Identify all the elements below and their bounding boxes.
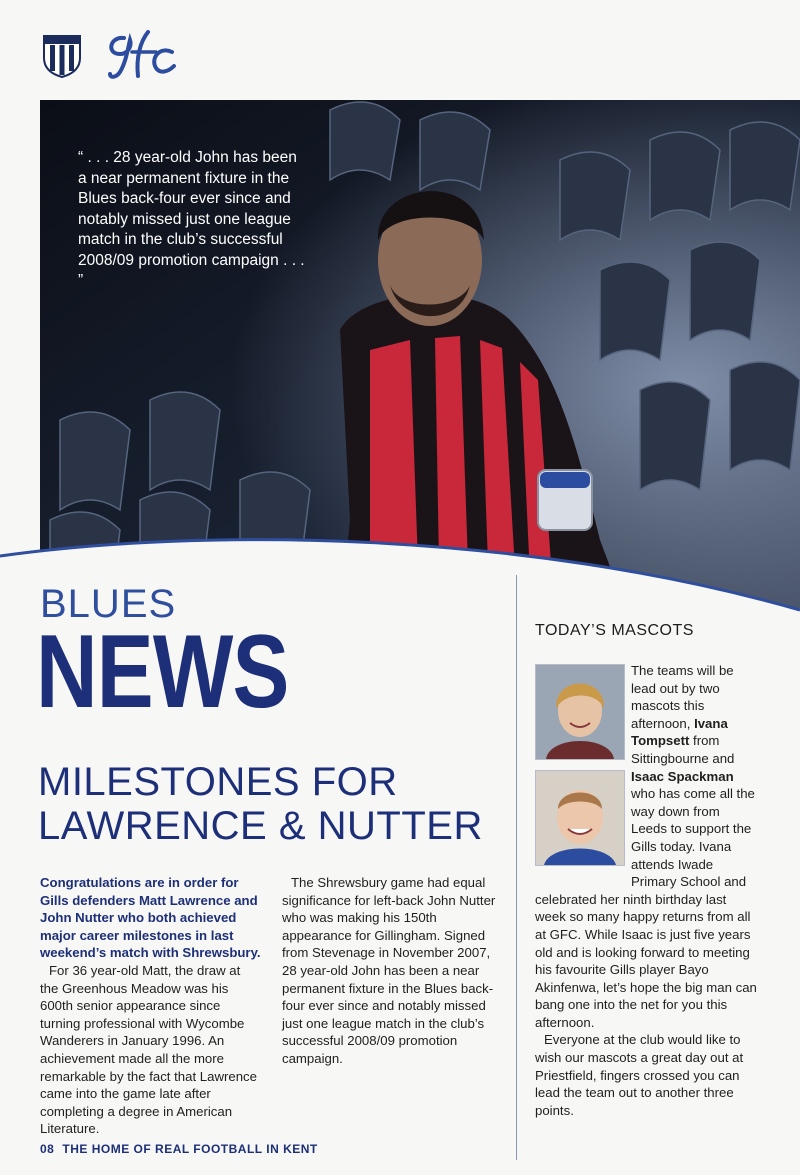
article-column-1 [40, 874, 262, 1138]
page-footer [40, 1142, 318, 1156]
mascot-name-isaac: Isaac Spackman [631, 768, 734, 784]
club-crest-icon [40, 30, 84, 78]
mascots-text-1: The teams will be lead out by two mascots this afternoon, [631, 663, 734, 731]
section-title: NEWS [36, 614, 289, 730]
mascots-text-2: from Sittingbourne and [631, 733, 735, 766]
article-paragraph-1: For 36 year-old Matt, the draw at the Greenhous Meadow was his 600th senior appearance since turning professional with Wycombe Wanderers in January 1996. An achievement made all the more remarkable by the fact that Lawrence came into the game late after completing a degree in American Literature. [40, 962, 257, 1137]
page-number: 08 [40, 1142, 55, 1156]
article-paragraph-2: The Shrewsbury game had equal significance for left-back John Nutter who was making his 150th appearance for Gillingham. Signed from Stevenage in November 2007, 28 year-old John has been a near permanent fixture in the Blues back-four ever since and notably missed just one league match in the club’s successful 2008/09 promotion campaign. [282, 875, 496, 1066]
mascot-name-ivana: Ivana Tompsett [631, 715, 728, 749]
mascot-photo-spacer [535, 662, 631, 874]
article-column-2 [282, 874, 504, 1068]
mascots-paragraph-2: Everyone at the club would like to wish our mascots a great day out at Priestfield, fingers crossed you can lead the team out to another three points. [535, 1032, 744, 1118]
article-lead: Congratulations are in order for Gills defenders Matt Lawrence and John Nutter who both achieved major career milestones in last weekend’s match with Shrewsbury. [40, 875, 261, 961]
mascots-text-3: who has come all the way down from Leeds to support the Gills today. Ivana attends Iwade Primary School and celebrated her ninth birthday last week so many happy returns from all at GFC. While Isaac is just five years old and is looking forward to meeting his favourite Gills player Bayo Akinfenwa, let’s hope the big man can bang one into the net for you this afternoon. [535, 786, 757, 1030]
article-headline: MILESTONES FOR LAWRENCE & NUTTER [38, 760, 483, 848]
mascots-title: TODAY’S MASCOTS [535, 622, 694, 639]
pull-quote: “ . . . 28 year-old John has been a near permanent fixture in the Blues back-four ever since and notably missed just one league match in the club’s successful 2008/09 promotion campaign . . . ” [78, 149, 305, 289]
footer-tagline: THE HOME OF REAL FOOTBALL IN KENT [62, 1142, 318, 1156]
mascots-article [535, 662, 759, 1119]
column-divider [516, 575, 517, 1160]
section-kicker: BLUES [40, 582, 177, 626]
gfc-logo-icon [102, 28, 178, 82]
